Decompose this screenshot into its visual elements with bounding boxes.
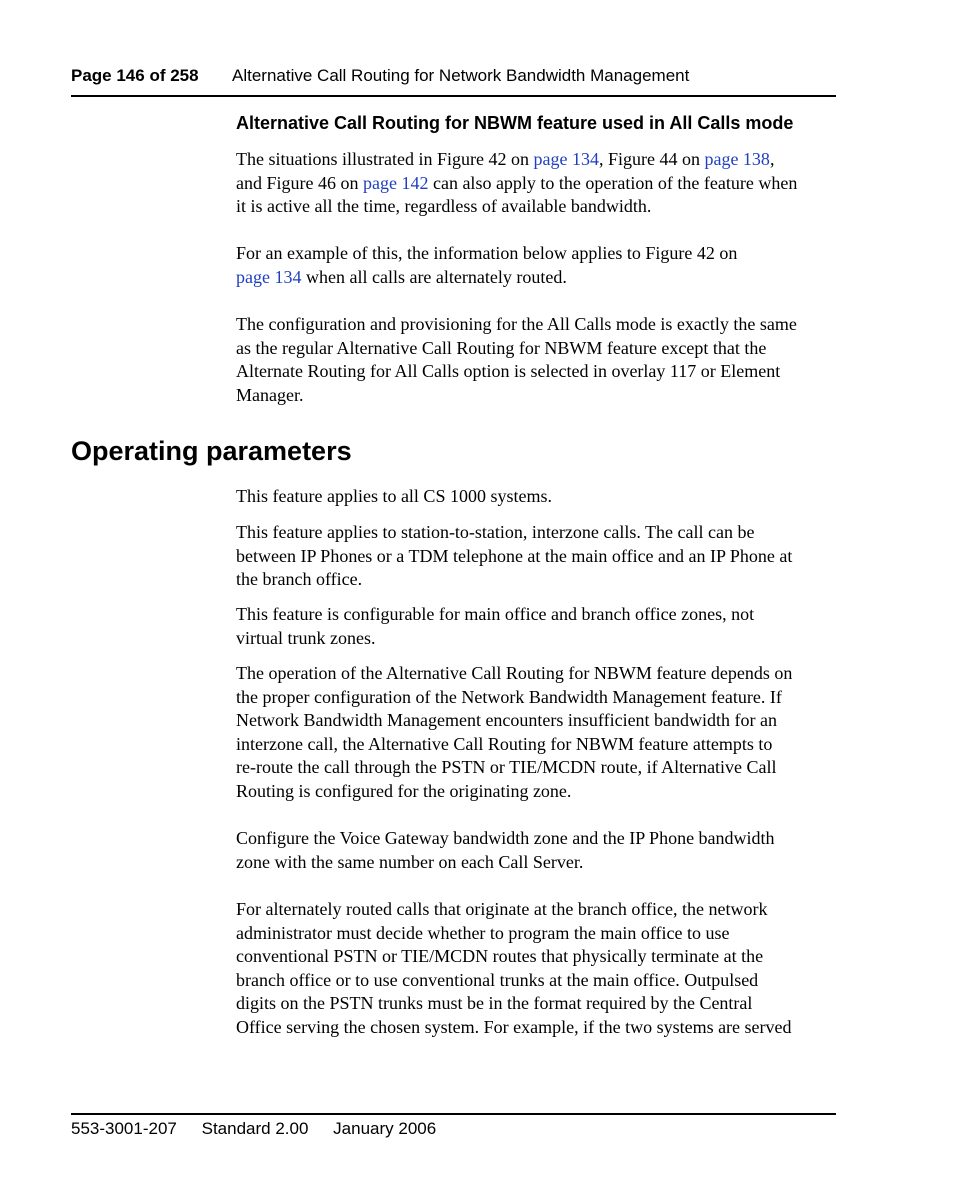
page-link[interactable]: page 134 xyxy=(236,266,302,287)
paragraph-configuration xyxy=(236,313,846,407)
paragraph-applies-all xyxy=(236,485,846,509)
page-footer xyxy=(71,1119,456,1139)
document-date: January 2006 xyxy=(333,1119,437,1138)
text-line: For an example of this, the information below applies to Figure 42 on xyxy=(236,243,738,263)
text-line: page 134 when all calls are alternately routed. xyxy=(236,266,567,287)
text-line: and Figure 46 on page 142 can also apply to the operation of the feature when xyxy=(236,172,798,193)
footer-rule xyxy=(71,1113,836,1115)
section-subheading: Alternative Call Routing for NBWM feature used in All Calls mode xyxy=(236,113,794,133)
text-line: Alternate Routing for All Calls option is selected in overlay 117 or Element xyxy=(236,361,781,382)
text-line: This feature is configurable for main office and branch office zones, not xyxy=(236,604,755,624)
page-link[interactable]: page 142 xyxy=(362,172,429,193)
text-line: branch office or to use conventional trunks at the main office. Outpulsed xyxy=(236,969,759,990)
paragraph-example xyxy=(236,242,846,289)
text-line: interzone call, the Alternative Call Routing for NBWM feature attempts to xyxy=(236,733,773,754)
paragraph-station-to-station xyxy=(236,521,846,592)
paragraph-voice-gateway xyxy=(236,827,846,874)
text-line: digits on the PSTN trunks must be in the format required by the Central xyxy=(236,993,753,1014)
text-line: The configuration and provisioning for the All Calls mode is exactly the same xyxy=(236,314,797,334)
text-line: Network Bandwidth Management encounters insufficient bandwidth for an xyxy=(236,710,778,731)
text-line: Routing is configured for the originating zone. xyxy=(236,780,572,801)
header-title: Alternative Call Routing for Network Bandwidth Management xyxy=(232,66,690,85)
page-number: Page 146 of 258 xyxy=(71,66,199,85)
text-line: Configure the Voice Gateway bandwidth zone and the IP Phone bandwidth xyxy=(236,828,775,848)
text-line: The operation of the Alternative Call Routing for NBWM feature depends on xyxy=(236,663,793,683)
text-line: conventional PSTN or TIE/MCDN routes that physically terminate at the xyxy=(236,946,764,967)
page-link[interactable]: page 138 xyxy=(704,149,770,169)
text-line: the branch office. xyxy=(236,569,363,590)
paragraph-branch-office xyxy=(236,898,846,1040)
text-line: For alternately routed calls that originate at the branch office, the network xyxy=(236,899,768,919)
page-header xyxy=(71,66,836,96)
text-line: between IP Phones or a TDM telephone at the main office and an IP Phone at xyxy=(236,545,793,566)
paragraph-operation xyxy=(236,662,846,804)
section-heading: Operating parameters xyxy=(71,436,352,466)
text-line: it is active all the time, regardless of available bandwidth. xyxy=(236,196,652,217)
text-line: administrator must decide whether to program the main office to use xyxy=(236,922,730,943)
paragraph-zones xyxy=(236,603,846,650)
document-standard: Standard 2.00 xyxy=(201,1119,309,1138)
text-line: the proper configuration of the Network Bandwidth Management feature. If xyxy=(236,686,782,707)
text-line: The situations illustrated in Figure 42 on page 134, Figure 44 on page 138, xyxy=(236,149,775,169)
text-line: virtual trunk zones. xyxy=(236,627,376,648)
text-line: Office serving the chosen system. For example, if the two systems are served xyxy=(236,1016,792,1037)
text-line: zone with the same number on each Call Server. xyxy=(236,851,584,872)
page-link[interactable]: page 134 xyxy=(533,149,599,169)
text-line: re-route the call through the PSTN or TIE/MCDN route, if Alternative Call xyxy=(236,757,777,778)
text-line: as the regular Alternative Call Routing for NBWM feature except that the xyxy=(236,337,767,358)
text-line: Manager. xyxy=(236,384,304,405)
paragraph-situations xyxy=(236,148,846,219)
text-line: This feature applies to station-to-station, interzone calls. The call can be xyxy=(236,522,755,542)
header-rule xyxy=(71,95,836,97)
document-number: 553-3001-207 xyxy=(71,1119,177,1138)
text-line: This feature applies to all CS 1000 systems. xyxy=(236,486,552,506)
